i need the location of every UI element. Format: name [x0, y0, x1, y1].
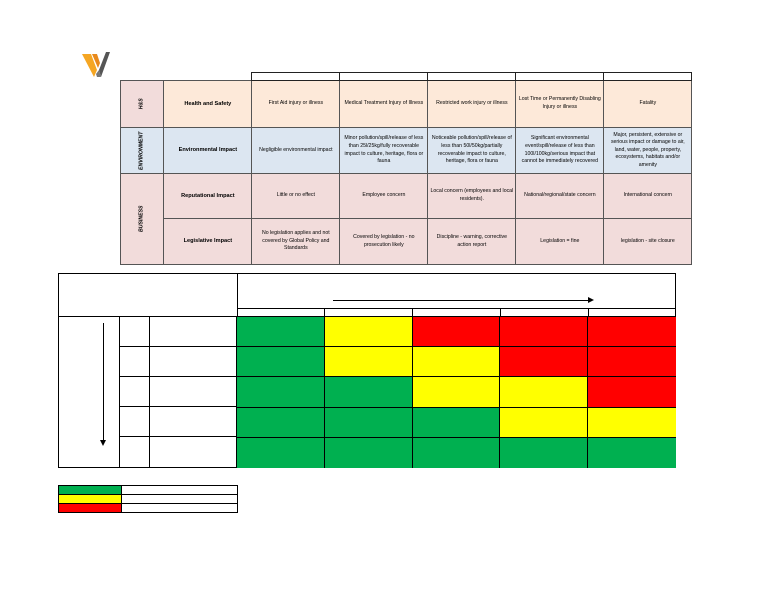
consequence-header-row: [121, 73, 692, 81]
table-cell: Major, persistent, extensive or serious impact or damage to air, land, water, people, property, ecosystems, habitats and/or amenity: [604, 128, 692, 174]
table-cell: Noticeable pollution/spill/release of less than 50l/50kg/partially recoverable impact to culture, heritage, flora or fauna: [428, 128, 516, 174]
risk-cell-green: [237, 408, 325, 438]
table-row: [121, 81, 692, 128]
risk-cell-green: [325, 438, 413, 468]
group-label-business: BUSINESS: [121, 174, 164, 265]
consequence-level-header: [428, 73, 516, 81]
risk-cell-green: [500, 438, 588, 468]
consequence-column-header: [589, 309, 676, 316]
table-row: [121, 174, 692, 219]
risk-cell-yellow: [588, 408, 676, 438]
consequence-arrow: [333, 300, 589, 301]
risk-legend: [58, 485, 238, 513]
legend-label: [122, 495, 237, 503]
table-cell: International concern: [604, 174, 692, 219]
consequence-axis-subheader: [237, 309, 676, 317]
consequence-column-header: [501, 309, 589, 316]
risk-cell-green: [325, 377, 413, 407]
table-cell: Little or no effect: [252, 174, 340, 219]
consequence-column-header: [325, 309, 413, 316]
risk-cell-yellow: [500, 408, 588, 438]
risk-cell-green: [413, 438, 501, 468]
risk-cell-red: [588, 377, 676, 407]
table-cell: Significant environmental event/spill/release of less than 100l/100kg/serious impact that cannot be immediately recovered: [516, 128, 604, 174]
risk-matrix-grid: [237, 317, 676, 468]
risk-cell-green: [237, 438, 325, 468]
table-cell: National/regional/state concern: [516, 174, 604, 219]
risk-cell-green: [325, 408, 413, 438]
risk-cell-green: [237, 347, 325, 377]
table-cell: Local concern (employees and local residents).: [428, 174, 516, 219]
category-label: Health and Safety: [164, 81, 252, 128]
legend-swatch-green: [59, 486, 122, 494]
legend-item: [58, 494, 238, 503]
risk-cell-green: [237, 317, 325, 347]
likelihood-arrow: [103, 323, 104, 441]
v-brand-icon: [82, 50, 110, 78]
table-cell: Fatality: [604, 81, 692, 128]
risk-matrix-corner-cell: [58, 273, 238, 317]
risk-cell-red: [413, 317, 501, 347]
category-label: Legislative Impact: [164, 219, 252, 265]
risk-cell-green: [588, 438, 676, 468]
legend-swatch-red: [59, 504, 122, 512]
risk-cell-red: [588, 317, 676, 347]
table-cell: Discipline - warning, corrective action report: [428, 219, 516, 265]
consequence-level-header: [340, 73, 428, 81]
consequence-table: [120, 72, 692, 265]
risk-cell-red: [588, 347, 676, 377]
consequence-level-header: [516, 73, 604, 81]
category-label: Reputational Impact: [164, 174, 252, 219]
consequence-level-header: [604, 73, 692, 81]
table-cell: Medical Treatment Injury of Illness: [340, 81, 428, 128]
consequence-level-header: [252, 73, 340, 81]
legend-swatch-yellow: [59, 495, 122, 503]
risk-cell-yellow: [325, 347, 413, 377]
consequence-column-header: [237, 309, 325, 316]
consequence-axis-header: [237, 273, 676, 309]
likelihood-label-column: [150, 317, 237, 468]
risk-cell-yellow: [500, 377, 588, 407]
table-cell: Lost Time or Permanently Disabling Injury or illness: [516, 81, 604, 128]
legend-item: [58, 503, 238, 513]
risk-cell-green: [413, 408, 501, 438]
table-cell: Covered by legislation - no prosecution likely: [340, 219, 428, 265]
arrow-right-icon: [588, 297, 594, 303]
category-label: Environmental Impact: [164, 128, 252, 174]
risk-cell-yellow: [413, 347, 501, 377]
legend-label: [122, 486, 237, 494]
table-cell: Restricted work injury or illness: [428, 81, 516, 128]
legend-label: [122, 504, 237, 512]
likelihood-code-column: [120, 317, 150, 468]
table-cell: Legislation = fine: [516, 219, 604, 265]
likelihood-axis-column: [58, 317, 120, 468]
table-cell: legislation - site closure: [604, 219, 692, 265]
group-label-environment: ENVIRONMENT: [121, 128, 164, 174]
legend-item: [58, 485, 238, 494]
arrow-down-icon: [100, 440, 106, 446]
group-label-hs: H&S: [121, 81, 164, 128]
risk-cell-yellow: [325, 317, 413, 347]
consequence-column-header: [413, 309, 501, 316]
table-cell: First Aid injury or illness: [252, 81, 340, 128]
table-cell: Minor pollution/spill/release of less than 25l/25kg/fully recoverable impact to culture, heritage, flora or fauna: [340, 128, 428, 174]
table-cell: Negligible environmental impact: [252, 128, 340, 174]
risk-cell-green: [237, 377, 325, 407]
table-cell: No legislation applies and not covered by Global Policy and Standards: [252, 219, 340, 265]
table-row: [121, 128, 692, 174]
risk-cell-red: [500, 347, 588, 377]
table-cell: Employee concern: [340, 174, 428, 219]
risk-cell-yellow: [413, 377, 501, 407]
table-row: [121, 219, 692, 265]
risk-cell-red: [500, 317, 588, 347]
